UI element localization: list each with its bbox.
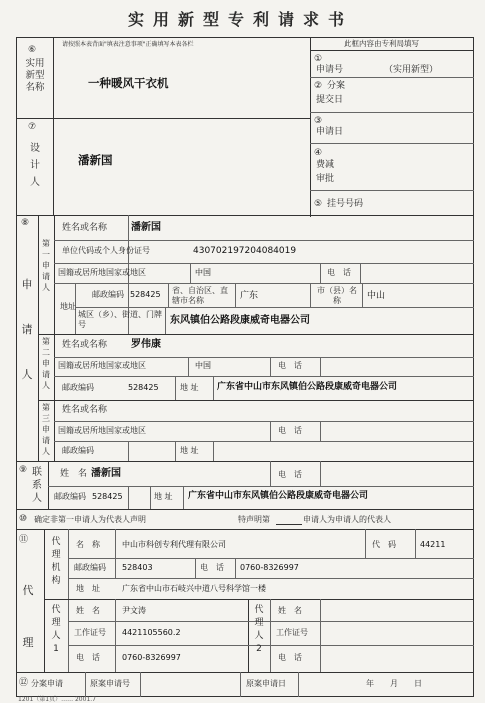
third-addr-label: 地 址 [180,446,199,455]
agency-label: 代理机构 [51,537,61,586]
agency-addr-label: 地 址 [76,584,100,593]
submission-date-label: 提交日 [316,95,344,105]
agent-1-label: 代理人1 [51,605,61,654]
second-applicant-label: 第二申请人 [42,337,50,390]
designer-name: 潘新国 [78,153,113,167]
office-num-2: ② [314,81,323,91]
invention-title: 一种暖风干衣机 [88,76,169,90]
first-addr-label: 地址 [60,302,76,311]
agent-2-name-label: 姓 名 [278,606,302,615]
agent-1-name-value: 尹文涛 [122,606,146,615]
agency-phone-label: 电 话 [200,563,224,572]
agency-addr-value: 广东省中山市石岐兴中道八号科学馆一楼 [122,584,266,593]
second-name-label: 姓名或名称 [62,340,108,350]
footer-text: 1201（第1页）…… 2001.7 [18,696,96,703]
first-street-value: 东风镇伯公路段康威奇电器公司 [170,315,310,326]
section-8-label: 申请人 [21,278,33,381]
section-9-label: 联系人 [32,467,42,504]
first-postal-value: 528425 [130,290,161,299]
second-name-value: 罗伟康 [131,339,161,350]
section-7-number: ⑦ [28,122,37,132]
contact-name-label: 姓 名 [60,469,88,479]
second-phone-label: 电 话 [278,361,302,370]
section-6-number: ⑥ [28,45,37,55]
agent-1-phone-value: 0760-8326997 [122,653,181,662]
first-country-value: 中国 [195,268,211,277]
first-city-label: 市（县）名称 [317,286,357,305]
second-country-label: 国籍或居所地国家或地区 [58,361,146,370]
agency-phone-value: 0760-8326997 [240,563,299,572]
third-name-label: 姓名或名称 [62,405,108,415]
original-app-no-label: 原案申请号 [90,679,130,688]
contact-postal-label: 邮政编码 [54,492,86,501]
first-name-label: 姓名或名称 [62,223,108,233]
first-postal-label: 邮政编码 [92,290,124,299]
section-9-number: ⑨ [19,465,28,475]
agency-code-label: 代 码 [372,540,396,549]
office-num-4: ④ [314,148,323,158]
third-postal-label: 邮政编码 [62,446,94,455]
third-country-label: 国籍或居所地国家或地区 [58,426,146,435]
first-name-value: 潘新国 [131,222,161,233]
contact-phone-label: 电 话 [278,470,302,479]
representative-statement: 确定非第一申请人为代表人声明 [34,515,146,524]
agent-2-cert-label: 工作证号 [276,628,308,637]
app-no-label: 申请号 [316,65,344,75]
reg-number-label: 挂号号码 [327,199,364,209]
agent-2-label: 代理人2 [254,605,264,654]
fee-approval-label: 审批 [316,174,335,184]
first-province-label: 省、自治区、直辖市名称 [172,286,228,305]
contact-addr-label: 地 址 [154,492,173,501]
section-11-number: ⑪ [19,535,29,545]
form-title: 实用新型专利请求书 [128,10,354,29]
office-use-note: 此框内容由专利局填写 [344,39,419,48]
divisional-label: 分案申请 [31,679,63,688]
first-applicant-label: 第一申请人 [42,239,50,292]
contact-name-value: 潘新国 [91,468,121,479]
agent-1-phone-label: 电 话 [76,653,100,662]
first-id-label: 单位代码或个人身份证号 [62,246,150,255]
second-addr-value: 广东省中山市东风镇伯公路段康威奇电器公司 [217,382,398,392]
app-no-value: （实用新型） [384,65,439,75]
agency-postal-value: 528403 [122,563,153,572]
second-country-value: 中国 [195,361,211,370]
section-11-label: 代理 [22,584,34,649]
office-num-3: ③ [314,116,323,126]
agency-postal-label: 邮政编码 [74,563,106,572]
second-addr-label: 地 址 [180,383,199,392]
agency-code-value: 44211 [420,540,446,549]
first-city-value: 中山 [367,291,386,301]
representative-statement-3: 申请人为申请人的代表人 [303,515,391,524]
division-label: 分案 [327,81,346,91]
first-province-value: 广东 [240,291,259,301]
section-12-number: ⑫ [19,678,29,688]
agency-name-label: 名 称 [76,540,100,549]
original-app-date-label: 原案申请日 [246,679,286,688]
agency-name-value: 中山市科创专利代理有限公司 [122,540,226,549]
third-applicant-label: 第三申请人 [42,403,50,456]
original-app-date-value: 年 月 日 [366,679,422,688]
agent-2-phone-label: 电 话 [278,653,302,662]
section-7-label: 设计人 [30,143,40,188]
third-phone-label: 电 话 [278,426,302,435]
filing-date-label: 申请日 [316,127,344,137]
first-street-label: 城区（乡）、街道、门牌号 [78,310,162,329]
first-phone-label: 电 话 [327,268,351,277]
office-num-5: ⑤ [314,199,323,209]
section-6-label: 实用新型名称 [25,58,45,93]
contact-postal-value: 528425 [92,492,123,501]
representative-statement-2: 特声明第 [238,515,270,524]
form-instruction: 请按照本表背面"填表注意事项"正确填写本表各栏 [62,41,194,48]
office-num-1: ① [314,54,323,64]
agent-1-cert-label: 工作证号 [74,628,106,637]
contact-addr-value: 广东省中山市东风镇伯公路段康威奇电器公司 [188,491,369,501]
section-10-number: ⑩ [19,514,28,524]
representative-blank[interactable] [276,524,302,525]
second-postal-label: 邮政编码 [62,383,94,392]
section-8-number: ⑧ [21,218,30,228]
first-country-label: 国籍或居所地国家或地区 [58,268,146,277]
first-id-value: 430702197204084019 [193,246,297,256]
agent-1-name-label: 姓 名 [76,606,100,615]
agent-1-cert-value: 4421105560.2 [122,628,181,637]
second-postal-value: 528425 [128,383,159,392]
fee-reduction-label: 费减 [316,160,335,170]
